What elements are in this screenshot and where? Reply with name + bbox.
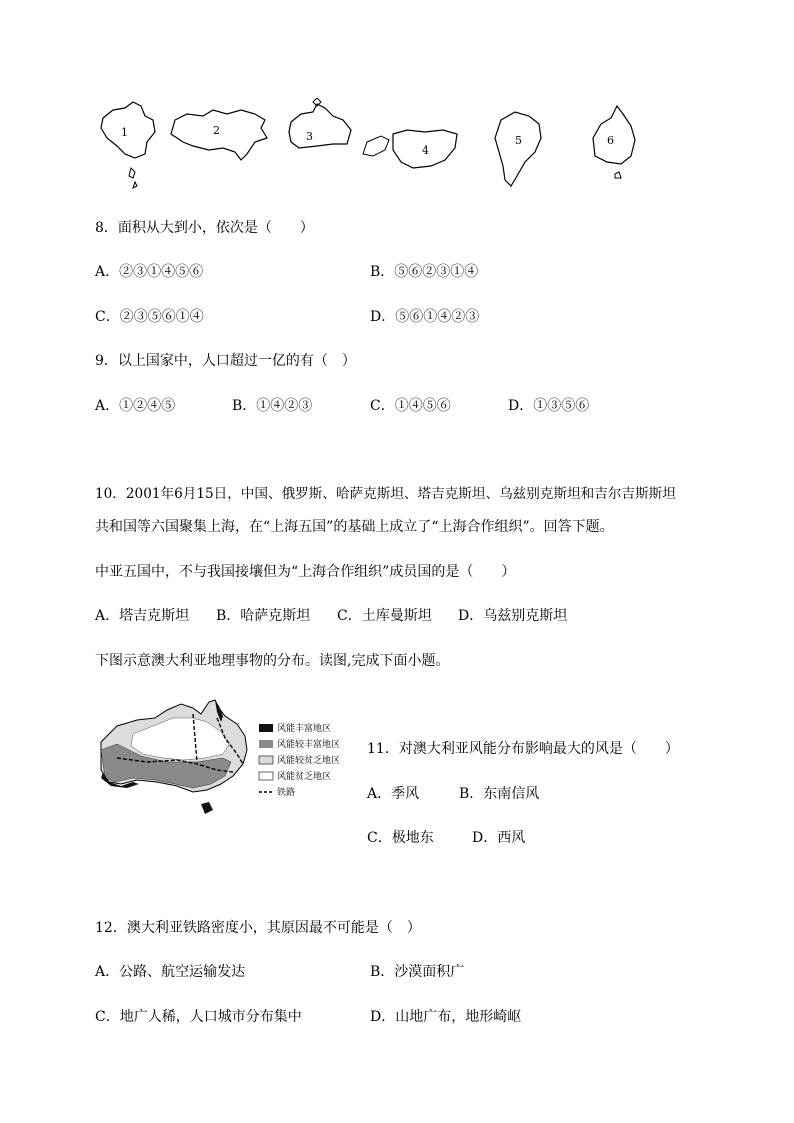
legend-label-poor: 风能贫乏地区 bbox=[277, 772, 332, 782]
legend-swatch-poor bbox=[259, 772, 273, 780]
q9-option-b: B．①④②③ bbox=[232, 398, 313, 414]
country-outlines-svg bbox=[95, 98, 655, 190]
legend-swatch-fairly-rich bbox=[259, 740, 273, 748]
q9-stem: 9．以上国家中，人口超过一亿的有（ ） bbox=[95, 353, 356, 369]
country-5-outline bbox=[495, 112, 541, 186]
country-1-island bbox=[129, 168, 137, 188]
q9-option-d: D．①③⑤⑥ bbox=[508, 398, 590, 414]
q11-stem: 11．对澳大利亚风能分布影响最大的风是（ ） bbox=[367, 741, 679, 757]
q10-option-c: C．土库曼斯坦 bbox=[337, 608, 432, 624]
q9-option-a: A．①②④⑤ bbox=[95, 398, 176, 414]
country-outlines-figure bbox=[95, 98, 655, 190]
q8-stem: 8．面积从大到小，依次是（ ） bbox=[95, 220, 314, 236]
legend-label-fairly-rich: 风能较丰富地区 bbox=[277, 740, 341, 750]
q10-option-d: D．乌兹别克斯坦 bbox=[458, 608, 568, 624]
australia-wind-map bbox=[97, 698, 357, 824]
legend-label-railway: 铁路 bbox=[277, 788, 296, 798]
country-4-alaska bbox=[363, 136, 389, 156]
country-label-1: 1 bbox=[121, 126, 128, 139]
q8-option-c: C．②③⑤⑥①④ bbox=[95, 309, 204, 325]
legend-label-fairly-poor: 风能较贫乏地区 bbox=[277, 756, 341, 766]
country-label-3: 3 bbox=[306, 130, 313, 143]
country-label-2: 2 bbox=[213, 124, 220, 137]
country-label-4: 4 bbox=[422, 144, 429, 157]
q9-option-c: C．①④⑤⑥ bbox=[370, 398, 451, 414]
australia-intro: 下图示意澳大利亚地理事物的分布。读图,完成下面小题。 bbox=[95, 653, 450, 669]
q11-option-b: B．东南信风 bbox=[459, 786, 540, 802]
region-rich-tas bbox=[201, 802, 213, 814]
country-1-outline bbox=[101, 102, 155, 158]
country-3-outline bbox=[289, 104, 351, 148]
q10-sub-stem: 中亚五国中，不与我国接壤但为“上海合作组织”成员国的是（ ） bbox=[95, 564, 516, 580]
q11-option-a: A．季风 bbox=[367, 786, 420, 802]
q8-option-a: A．②③①④⑤⑥ bbox=[95, 264, 204, 280]
q12-option-b: B．沙漠面积广 bbox=[370, 964, 465, 980]
q10-stem-line2: 共和国等六国聚集上海，在“上海五国”的基础上成立了“上海合作组织”。回答下题。 bbox=[95, 519, 614, 535]
q10-option-a: A．塔吉克斯坦 bbox=[95, 608, 190, 624]
legend-label-rich: 风能丰富地区 bbox=[277, 724, 332, 734]
q12-stem: 12．澳大利亚铁路密度小，其原因最不可能是（ ） bbox=[95, 920, 421, 936]
country-6-tasmania bbox=[615, 172, 621, 178]
australia-wind-svg bbox=[97, 698, 357, 824]
q11-option-c: C．极地东 bbox=[367, 830, 434, 846]
q12-option-c: C．地广人稀，人口城市分布集中 bbox=[95, 1009, 302, 1025]
q10-stem-line1: 10．2001年6月15日，中国、俄罗斯、哈萨克斯坦、塔吉克斯坦、乌兹别克斯坦和吉尔吉斯斯坦 bbox=[95, 486, 676, 502]
country-6-outline bbox=[593, 106, 635, 164]
q12-option-a: A．公路、航空运输发达 bbox=[95, 964, 246, 980]
legend-swatch-fairly-poor bbox=[259, 756, 273, 764]
legend-swatch-rich bbox=[259, 724, 273, 732]
q12-option-d: D．山地广布，地形崎岖 bbox=[370, 1009, 522, 1025]
q10-option-b: B．哈萨克斯坦 bbox=[216, 608, 311, 624]
q8-option-b: B．⑤⑥②③①④ bbox=[370, 264, 479, 280]
q8-option-d: D．⑤⑥①④②③ bbox=[370, 309, 480, 325]
country-label-5: 5 bbox=[515, 134, 522, 147]
q11-option-d: D．西风 bbox=[472, 830, 526, 846]
country-label-6: 6 bbox=[607, 134, 614, 147]
